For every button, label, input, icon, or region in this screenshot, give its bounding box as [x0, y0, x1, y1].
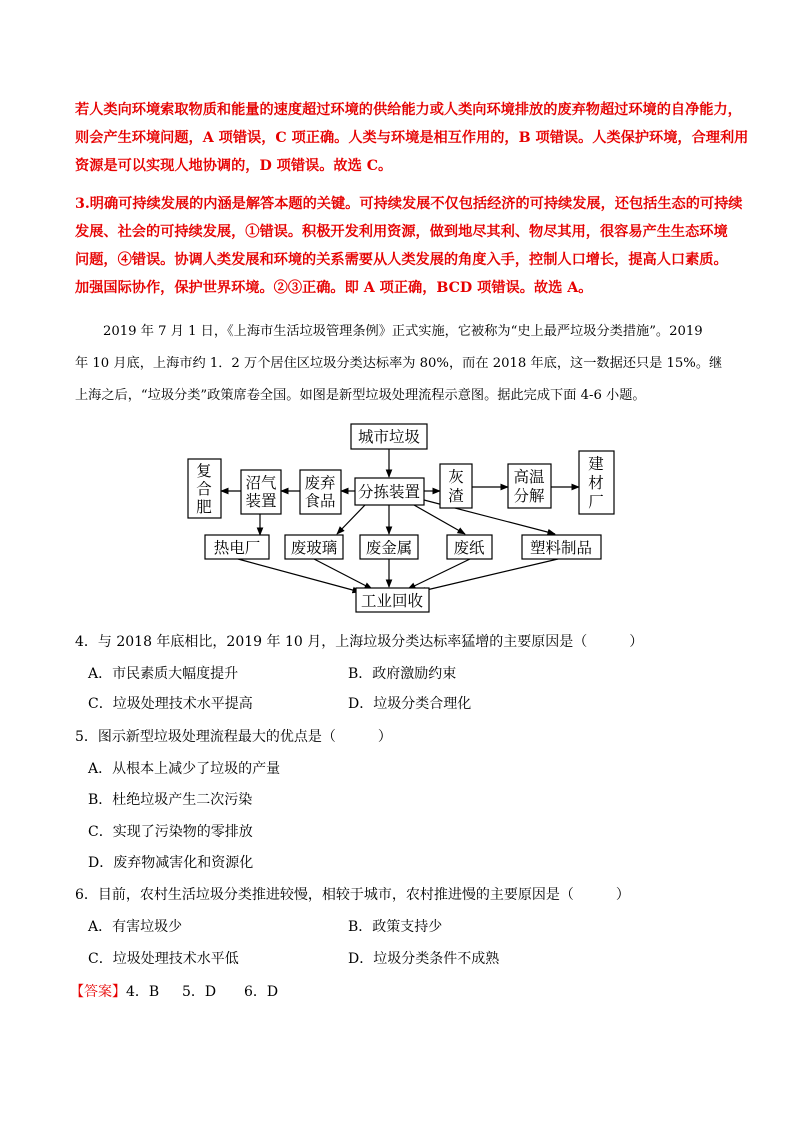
- option-a[interactable]: A．有害垃圾少: [88, 919, 183, 935]
- high-temp-label: 分解: [513, 487, 545, 505]
- ash-label: 渣: [448, 487, 464, 505]
- answer-value: 4．B: [126, 984, 160, 1000]
- option-b[interactable]: B．政府激励约束: [348, 666, 457, 682]
- metal-label: 废金属: [365, 539, 413, 557]
- industrial-recycling-label: 工业回收: [360, 592, 424, 610]
- explanation-line: 则会产生环境问题，A 项错误，C 项正确。人类与环境是相互作用的，B 项错误。人类保护环境，合理利用: [75, 130, 749, 146]
- answer-value: 5．D: [182, 984, 217, 1000]
- intro-line: 上海之后，“垃圾分类”政策席卷全国。如图是新型垃圾处理流程示意图。据此完成下面 4-6 小题。: [75, 388, 646, 403]
- intro-line: 年 10 月底，上海市约 1．2 万个居住区垃圾分类达标率为 80%，而在 2018 年底，这一数据还只是 15%。继: [75, 356, 723, 371]
- option-b[interactable]: B．政策支持少: [348, 919, 443, 935]
- explanation-line: 发展、社会的可持续发展，①错误。积极开发利用资源，做到地尽其利、物尽其用，很容易产生生态环境: [75, 224, 728, 240]
- compost-label: 复: [196, 462, 212, 480]
- glass-label: 废玻璃: [290, 539, 338, 557]
- question-stem: 4．与 2018 年底相比，2019 年 10 月，上海垃圾分类达标率猛增的主要原因是（ ）: [75, 634, 644, 650]
- option-c[interactable]: C．垃圾处理技术水平提高: [88, 696, 253, 712]
- biogas-label: 沼气: [245, 474, 277, 492]
- ash-label: 灰: [448, 468, 464, 486]
- plastic-label: 塑料制品: [529, 539, 593, 557]
- building-plant-label: 厂: [588, 493, 604, 511]
- answer-value: 6．D: [244, 984, 279, 1000]
- intro-line: 2019 年 7 月 1 日，《上海市生活垃圾管理条例》正式实施，它被称为“史上最严垃圾分类措施”。2019: [103, 324, 703, 339]
- paper-label: 废纸: [453, 539, 485, 557]
- answer-line: [70, 982, 278, 1002]
- waste-food-label: 废弃: [304, 474, 336, 492]
- option-d[interactable]: D．垃圾分类条件不成熟: [348, 951, 500, 967]
- explanation-line: 问题，④错误。协调人类发展和环境的关系需要从人类发展的角度入手，控制人口增长，提高人口素质。: [75, 252, 728, 268]
- answer-label: 【答案】: [70, 984, 126, 1000]
- option-c[interactable]: C．实现了污染物的零排放: [88, 824, 253, 840]
- waste-food-label: 食品: [304, 492, 336, 510]
- compost-label: 肥: [196, 498, 212, 516]
- option-d[interactable]: D．垃圾分类合理化: [348, 696, 472, 712]
- biogas-label: 装置: [245, 492, 277, 510]
- explanation-line: 若人类向环境索取物质和能量的速度超过环境的供给能力或人类向环境排放的废弃物超过环境的自净能力，: [75, 102, 742, 118]
- power-plant-label: 热电厂: [213, 539, 261, 557]
- option-d[interactable]: D．废弃物减害化和资源化: [88, 855, 254, 871]
- city-waste-label: 城市垃圾: [357, 428, 421, 446]
- question-stem: 6．目前，农村生活垃圾分类推进较慢，相较于城市，农村推进慢的主要原因是（ ）: [75, 887, 630, 903]
- option-b[interactable]: B．杜绝垃圾产生二次污染: [88, 792, 253, 808]
- option-c[interactable]: C．垃圾处理技术水平低: [88, 951, 239, 967]
- building-plant-label: 材: [588, 474, 604, 492]
- explanation-line: 3.明确可持续发展的内涵是解答本题的关键。可持续发展不仅包括经济的可持续发展，还包括生态的可持续: [75, 196, 743, 212]
- sorting-device-label: 分拣装置: [357, 483, 421, 501]
- compost-label: 合: [196, 480, 212, 498]
- question-stem: 5．图示新型垃圾处理流程最大的优点是（ ）: [75, 729, 392, 745]
- high-temp-label: 高温: [513, 468, 545, 486]
- building-plant-label: 建: [588, 455, 604, 473]
- explanation-line: 资源是可以实现人地协调的，D 项错误。故选 C。: [75, 158, 393, 174]
- explanation-line: 加强国际协作，保护世界环境。②③正确。即 A 项正确，BCD 项错误。故选 A。: [75, 280, 593, 296]
- option-a[interactable]: A．市民素质大幅度提升: [88, 666, 239, 682]
- option-a[interactable]: A．从根本上减少了垃圾的产量: [88, 761, 281, 777]
